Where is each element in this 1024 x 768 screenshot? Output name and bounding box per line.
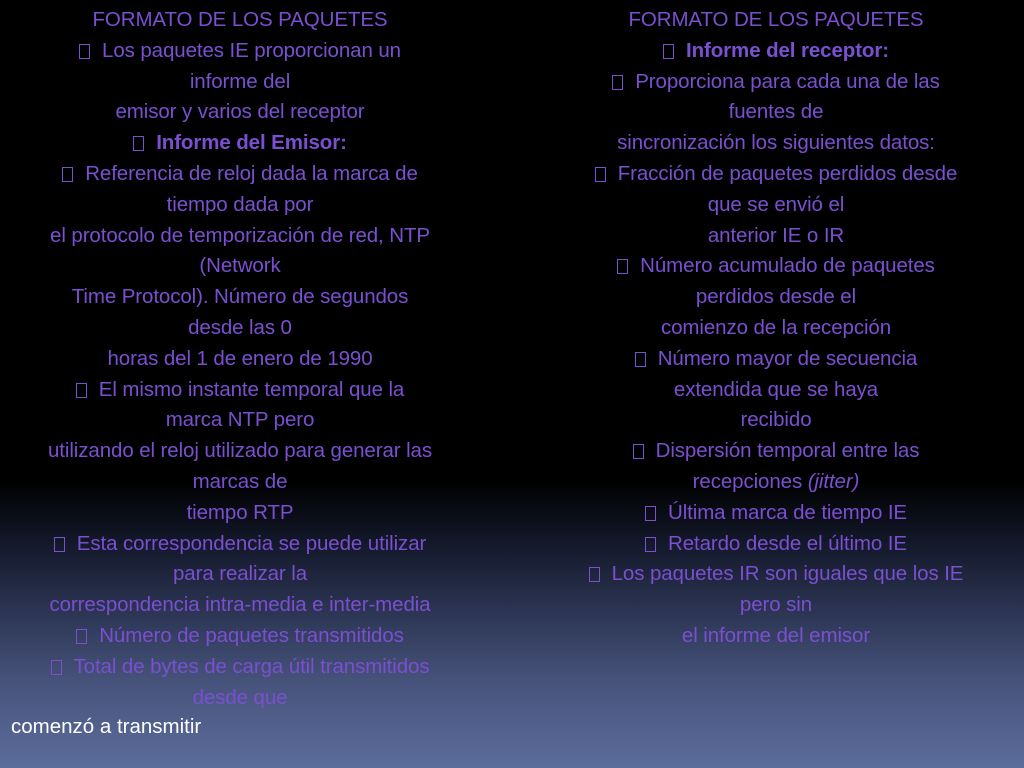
text-line (8, 559, 472, 590)
bullet-line (8, 621, 472, 652)
bullet-line (546, 498, 1006, 529)
bullet-line (8, 159, 472, 190)
line-text: Número acumulado de paquetes (640, 254, 935, 278)
line-text: para realizar la (173, 562, 307, 586)
text-line (546, 467, 1006, 498)
line-text: que se envió el (707, 192, 845, 216)
text-line (8, 436, 472, 467)
text-line (546, 313, 1006, 344)
text-line (8, 5, 472, 36)
line-text: (Network (199, 254, 281, 278)
line-text: comienzo de la recepción (660, 315, 892, 339)
line-text: el informe del emisor (681, 623, 871, 647)
text-line (546, 590, 1006, 621)
text-line (546, 128, 1006, 159)
line-text: pero sin (739, 593, 813, 617)
line-text: Referencia de reloj dada la marca de (85, 161, 418, 185)
bullet-glyph-icon (62, 167, 73, 182)
line-text: emisor y varios del receptor (115, 100, 365, 124)
bullet-glyph-icon (133, 136, 144, 151)
line-text: Informe del Emisor: (156, 131, 347, 155)
line-text: El mismo instante temporal que la (98, 377, 405, 401)
line-text: horas del 1 de enero de 1990 (107, 346, 373, 370)
line-text: anterior IE o IR (707, 223, 845, 247)
text-line (546, 282, 1006, 313)
line-text: FORMATO DE LOS PAQUETES (92, 8, 388, 31)
bullet-line (546, 529, 1006, 560)
text-line (8, 282, 472, 313)
line-text: recibido (740, 408, 812, 432)
bullet-glyph-icon (617, 259, 628, 274)
text-line (546, 5, 1006, 36)
line-text: marcas de (192, 469, 288, 493)
line-text: marca NTP pero (165, 408, 315, 432)
line-text: Informe del receptor: (686, 38, 889, 62)
line-text: extendida que se haya (673, 377, 879, 401)
line-text: utilizando el reloj utilizado para generar las (48, 439, 432, 463)
line-text: Número de paquetes transmitidos (99, 623, 404, 647)
bullet-line (546, 436, 1006, 467)
bullet-glyph-icon (612, 75, 623, 90)
bullet-line (8, 529, 472, 560)
text-line (8, 97, 472, 128)
right-text-column (546, 5, 1006, 652)
bullet-line (546, 251, 1006, 282)
text-line (8, 683, 472, 714)
bullet-line (546, 159, 1006, 190)
line-text: Total de bytes de carga útil transmitidos (73, 654, 430, 678)
line-text: Los paquetes IR son iguales que los IE (611, 562, 964, 586)
bullet-glyph-icon (51, 660, 62, 675)
text-line (8, 221, 472, 252)
line-text: Retardo desde el último IE (668, 531, 907, 555)
left-text-column (8, 5, 472, 713)
line-italic-text: (jitter) (807, 469, 860, 493)
line-text: informe del (189, 69, 291, 93)
bullet-glyph-icon (663, 44, 674, 59)
text-line (8, 590, 472, 621)
line-text: tiempo RTP (186, 500, 294, 524)
line-text: correspondencia intra-media e inter-media (49, 593, 431, 617)
bullet-glyph-icon (79, 44, 90, 59)
line-text: Última marca de tiempo IE (667, 500, 908, 524)
bullet-glyph-icon (76, 383, 87, 398)
bullet-glyph-icon (645, 537, 656, 552)
text-line (546, 221, 1006, 252)
line-text: desde que (192, 685, 288, 709)
text-line (8, 190, 472, 221)
bullet-glyph-icon (589, 567, 600, 582)
bullet-line (546, 344, 1006, 375)
overflow-text-line: comenzó a transmitir (11, 715, 202, 738)
bullet-line (8, 652, 472, 683)
line-text: Dispersión temporal entre las (655, 439, 920, 463)
bullet-line (546, 67, 1006, 98)
line-text: sincronización los siguientes datos: (617, 131, 935, 155)
line-text: recepciones (692, 469, 808, 493)
text-line (546, 190, 1006, 221)
text-line (546, 375, 1006, 406)
line-text: desde las 0 (188, 315, 292, 339)
bullet-glyph-icon (595, 167, 606, 182)
bullet-glyph-icon (645, 506, 656, 521)
line-text: FORMATO DE LOS PAQUETES (628, 8, 924, 31)
line-text: Número mayor de secuencia (657, 346, 918, 370)
bullet-line (546, 559, 1006, 590)
bullet-glyph-icon (635, 352, 646, 367)
bullet-glyph-icon (76, 629, 87, 644)
bullet-glyph-icon (633, 444, 644, 459)
text-line (8, 467, 472, 498)
text-line (8, 405, 472, 436)
line-text: tiempo dada por (166, 192, 314, 216)
text-line (8, 344, 472, 375)
bullet-line (8, 128, 472, 159)
text-line (8, 67, 472, 98)
text-line (8, 498, 472, 529)
bullet-line (8, 375, 472, 406)
line-text: Proporciona para cada una de las (635, 69, 940, 93)
line-text: el protocolo de temporización de red, NTP (50, 223, 430, 247)
line-text: fuentes de (728, 100, 824, 124)
line-text: Fracción de paquetes perdidos desde (617, 161, 958, 185)
text-line (546, 621, 1006, 652)
line-text: Time Protocol). Número de segundos (71, 285, 409, 309)
text-line (8, 251, 472, 282)
line-text: Los paquetes IE proporcionan un (102, 38, 401, 62)
text-line (546, 405, 1006, 436)
line-text: perdidos desde el (695, 285, 857, 309)
bullet-glyph-icon (54, 537, 65, 552)
text-line (546, 97, 1006, 128)
bullet-line (8, 36, 472, 67)
text-line (8, 313, 472, 344)
bullet-line (546, 36, 1006, 67)
line-text: Esta correspondencia se puede utilizar (76, 531, 427, 555)
